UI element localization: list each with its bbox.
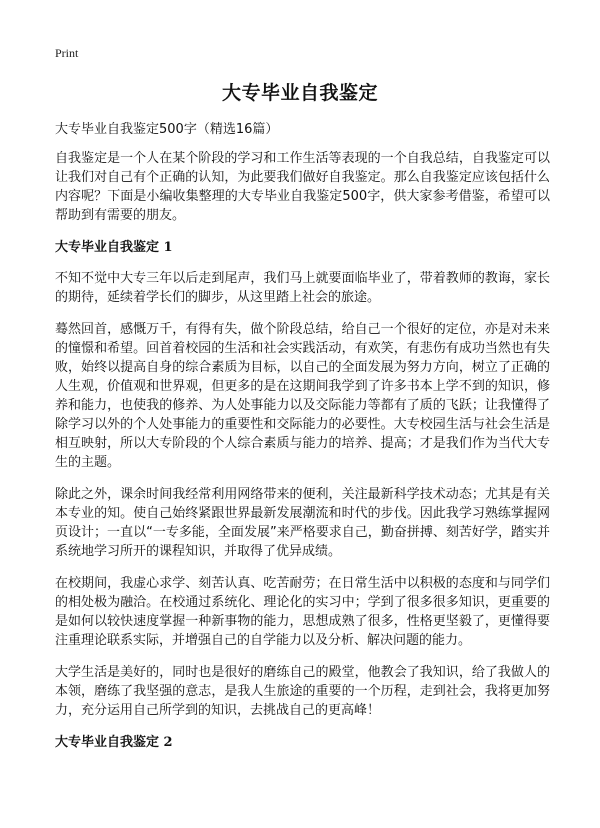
section-paragraph: 在校期间，我虚心求学、刻苦认真、吃苦耐劳；在日常生活中以积极的态度和与同学们的相处极为融洽。在校通过系统化、理论化的实习中；学到了很多很多知识，更重要的是如何以较快速度掌握一种新事物的能力，思想成熟了很多，性格更坚毅了，更懂得要注重理论联系实际，并增强自己的自学能力以及分析、解决问题的能力。 — [55, 576, 550, 648]
section-heading: 大专毕业自我鉴定 2 — [55, 735, 173, 750]
section-paragraph: 蓦然回首，感慨万千，有得有失，做个阶段总结，给自己一个很好的定位，亦是对未来的憧憬和希望。回首着校园的生活和社会实践活动，有欢笑，有悲伤有成功当然也有失败，始终以提高自身的综合素质为目标，以自己的全面发展为努力方向，树立了正确的人生观，价值观和世界观，但更多的是在这期间我学到了许多书本上学不到的知识，修养和能力，也使我的修养、为人处事能力以及交际能力等都有了质的飞跃；让我懂得了除学习以外的个人处事能力的重要性和交际能力的必要性。大专校园生活与社会生活是相互映射，所以大专阶段的个人综合素质与能力的培养、提高；才是我们作为当代大专生的主题。 — [55, 322, 550, 470]
section-1 — [55, 238, 550, 720]
document-title: 大专毕业自我鉴定 — [221, 82, 378, 104]
section-paragraph: 除此之外，课余时间我经常利用网络带来的便利，关注最新科学技术动态；尤其是有关本专业的知。使自己始终紧跟世界最新发展潮流和时代的步伐。因此我学习熟练掌握网页设计；一直以“一专多能，全面发展”来严格要求自己，勤奋拼搏、刻苦好学，踏实并系统地学习所开的课程知识，并取得了优异成绩。 — [55, 487, 550, 559]
document-body — [55, 120, 550, 764]
print-link[interactable]: Print — [55, 46, 79, 60]
section-2 — [55, 733, 550, 753]
intro-paragraph: 自我鉴定是一个人在某个阶段的学习和工作生活等表现的一个自我总结，自我鉴定可以让我们对自己有个正确的认知，为此要我们做好自我鉴定。那么自我鉴定应该包括什么内容呢？下面是小编收集整理的大专毕业自我鉴定500字，供大家参考借鉴，希望可以帮助到有需要的朋友。 — [55, 151, 550, 223]
section-paragraph: 不知不觉中大专三年以后走到尾声，我们马上就要面临毕业了，带着教师的教诲，家长的期待，延续着学长们的脚步，从这里踏上社会的旅途。 — [55, 271, 550, 305]
section-paragraph: 大学生活是美好的，同时也是很好的磨练自己的殿堂，他教会了我知识，给了我做人的本领，磨练了我坚强的意志，是我人生旅途的重要的一个历程，走到社会，我将更加努力，充分运用自己所学到的知识，去挑战自己的更高峰！ — [55, 665, 550, 718]
section-heading: 大专毕业自我鉴定 1 — [55, 240, 173, 255]
document-subtitle: 大专毕业自我鉴定500字（精选16篇） — [55, 122, 279, 137]
